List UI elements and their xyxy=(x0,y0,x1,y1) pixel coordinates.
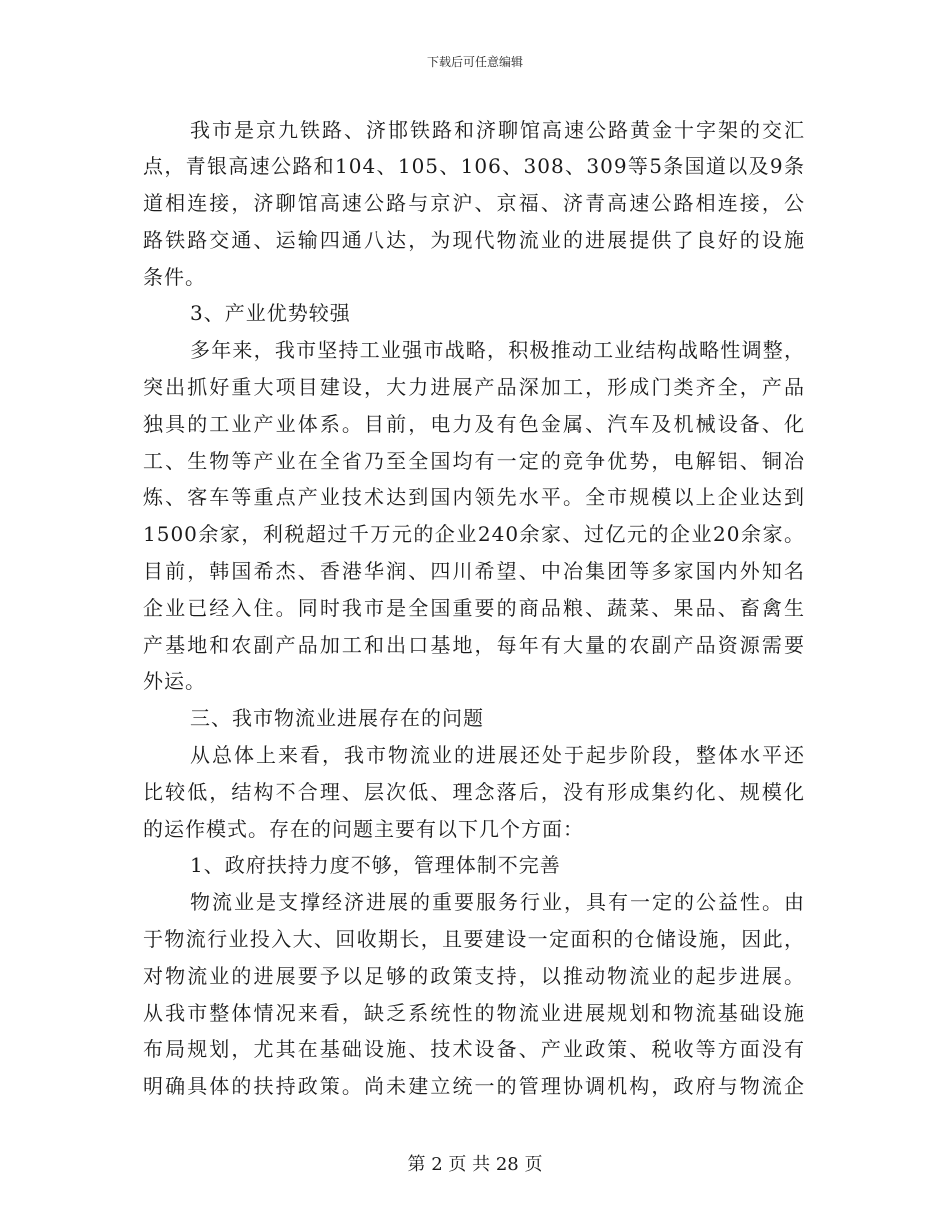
text-line: 从我市整体情况来看，缺乏系统性的物流业进展规划和物流基础设施 xyxy=(143,1000,805,1025)
text-line: 于物流行业投入大、回收期长，且要建设一定面积的仓储设施，因此， xyxy=(143,927,805,952)
text-line: 1、政府扶持力度不够，管理体制不完善 xyxy=(190,853,561,878)
text-line: 物流业是支撑经济进展的重要服务行业，具有一定的公益性。由 xyxy=(190,890,805,915)
text-line: 条件。 xyxy=(143,264,206,289)
paragraph xyxy=(143,737,805,847)
text-line: 产基地和农副产品加工和出口基地，每年有大量的农副产品资源需要 xyxy=(143,632,805,657)
page-header-note: 下载后可任意编辑 xyxy=(426,55,523,69)
paragraph xyxy=(143,295,805,332)
text-line: 多年来，我市坚持工业强市战略，积极推动工业结构战略性调整， xyxy=(190,338,805,363)
text-line: 的运作模式。存在的问题主要有以下几个方面： xyxy=(143,816,584,841)
paragraph xyxy=(143,112,805,296)
text-line: 工、生物等产业在全省乃至全国均有一定的竞争优势，电解铝、铜冶 xyxy=(143,448,805,473)
page-number-footer: 第 2 页 共 28 页 xyxy=(407,1154,543,1175)
text-line: 比较低，结构不合理、层次低、理念落后，没有形成集约化、规模化 xyxy=(143,779,805,804)
paragraph xyxy=(143,700,805,737)
text-line: 炼、客车等重点产业技术达到国内领先水平。全市规模以上企业达到 xyxy=(143,485,805,510)
paragraph xyxy=(143,332,805,700)
text-line: 外运。 xyxy=(143,669,206,694)
text-line: 从总体上来看，我市物流业的进展还处于起步阶段，整体水平还 xyxy=(190,743,805,768)
text-line: 1500余家，利税超过千万元的企业240余家、过亿元的企业20余家。 xyxy=(143,522,805,547)
paragraph xyxy=(143,847,805,884)
text-line: 三、我市物流业进展存在的问题 xyxy=(190,706,484,731)
text-line: 路铁路交通、运输四通八达，为现代物流业的进展提供了良好的设施 xyxy=(143,227,805,252)
paragraph xyxy=(143,884,805,1105)
document-body xyxy=(143,112,805,1106)
text-line: 突出抓好重大项目建设，大力进展产品深加工，形成门类齐全，产品 xyxy=(143,375,805,400)
text-line: 明确具体的扶持政策。尚未建立统一的管理协调机构，政府与物流企 xyxy=(143,1074,805,1099)
text-line: 布局规划，尤其在基础设施、技术设备、产业政策、税收等方面没有 xyxy=(143,1037,805,1062)
text-line: 独具的工业产业体系。目前，电力及有色金属、汽车及机械设备、化 xyxy=(143,411,805,436)
text-line: 点，青银高速公路和104、105、106、308、309等5条国道以及9条 xyxy=(143,154,805,179)
text-line: 道相连接，济聊馆高速公路与京沪、京福、济青高速公路相连接，公 xyxy=(143,191,805,216)
text-line: 目前，韩国希杰、香港华润、四川希望、中冶集团等多家国内外知名 xyxy=(143,559,805,584)
text-line: 对物流业的进展要予以足够的政策支持，以推动物流业的起步进展。 xyxy=(143,963,805,988)
text-line: 3、产业优势较强 xyxy=(190,301,351,326)
text-line: 我市是京九铁路、济邯铁路和济聊馆高速公路黄金十字架的交汇 xyxy=(190,117,805,142)
text-line: 企业已经入住。同时我市是全国重要的商品粮、蔬菜、果品、畜禽生 xyxy=(143,595,805,620)
